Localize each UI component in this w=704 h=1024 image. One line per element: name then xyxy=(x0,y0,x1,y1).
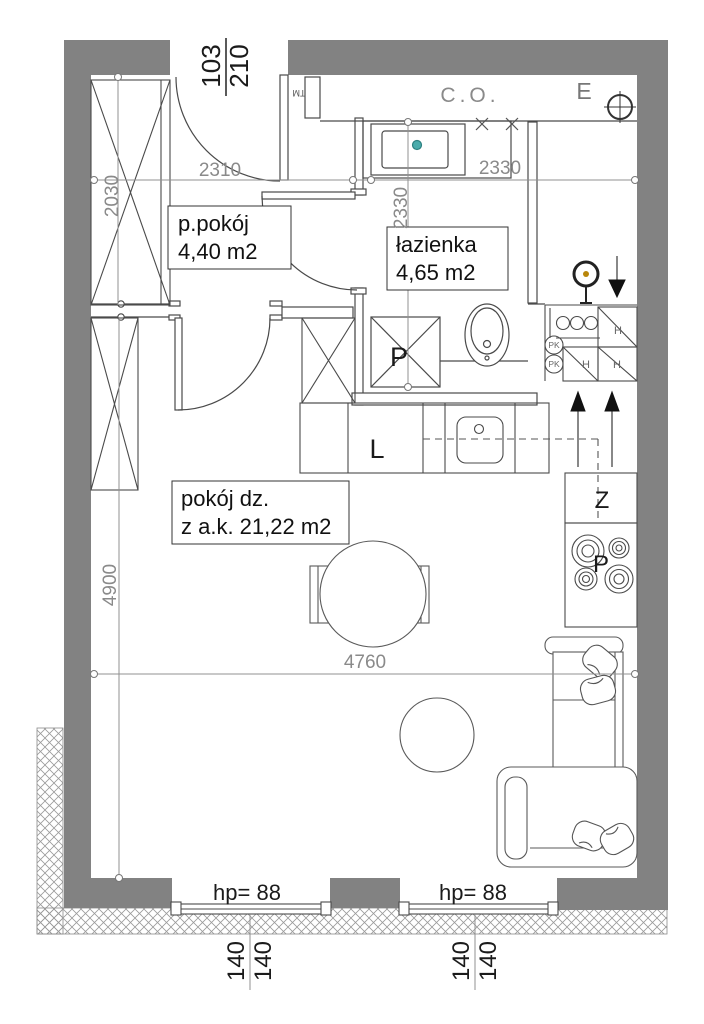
window2-sill-height: hp= 88 xyxy=(439,880,507,905)
vent-pk-2: PK xyxy=(548,359,560,369)
shower-mark: P xyxy=(389,342,409,372)
hall-area: 4,40 m2 xyxy=(178,239,258,264)
wall-left xyxy=(64,40,91,908)
wall-bottom-2 xyxy=(557,878,668,910)
dim-room-width: 4760 xyxy=(343,652,387,673)
dim-bath-depth: 2330 xyxy=(391,186,412,230)
bathroom-door-leaf xyxy=(262,192,355,199)
fridge-mark: L xyxy=(369,434,385,464)
living-door-leaf xyxy=(175,318,182,410)
wall-bottom-1 xyxy=(64,878,172,908)
duct-mark-3: H xyxy=(613,359,621,371)
vent-pk-1: PK xyxy=(548,340,560,350)
window1-dim-2: 140 xyxy=(250,940,277,982)
dim-bath-width: 2330 xyxy=(478,158,522,179)
window2-dim-2: 140 xyxy=(475,940,502,982)
dining-table xyxy=(320,541,426,647)
duct-mark-2: H xyxy=(582,359,590,371)
living-name: pokój dz. xyxy=(181,486,270,511)
wall-top-right xyxy=(288,40,668,75)
duct-mark-1: H xyxy=(614,325,622,337)
co-label: C.O. xyxy=(440,84,500,107)
dim-hall-depth: 2030 xyxy=(102,174,123,218)
lamp-dot-icon xyxy=(583,271,589,277)
window2-dim-1: 140 xyxy=(448,940,475,982)
electrical-label: E xyxy=(576,78,592,104)
pipe-shaft xyxy=(305,77,320,118)
entry-door-height: 210 xyxy=(224,44,254,88)
toilet xyxy=(465,304,509,366)
bath-name: łazienka xyxy=(396,232,477,257)
window1-sill-height: hp= 88 xyxy=(213,880,281,905)
wall-bottom-pier xyxy=(330,878,400,908)
tm-label: TM xyxy=(292,88,306,98)
entry-door-width: 103 xyxy=(196,44,226,88)
dim-hall-width: 2310 xyxy=(198,160,242,181)
bath-area: 4,65 m2 xyxy=(396,260,476,285)
wall-right xyxy=(637,40,668,910)
window1-dim-1: 140 xyxy=(223,940,250,982)
entrance-door-leaf xyxy=(280,75,288,180)
stove-mark: P xyxy=(592,551,610,578)
living-area: z a.k. 21,22 m2 xyxy=(181,514,332,539)
dim-room-depth: 4900 xyxy=(100,563,121,607)
washer-drain-dot xyxy=(413,141,422,150)
dashed-zone-mark: Z xyxy=(594,487,610,514)
hall-name: p.pokój xyxy=(178,211,249,236)
